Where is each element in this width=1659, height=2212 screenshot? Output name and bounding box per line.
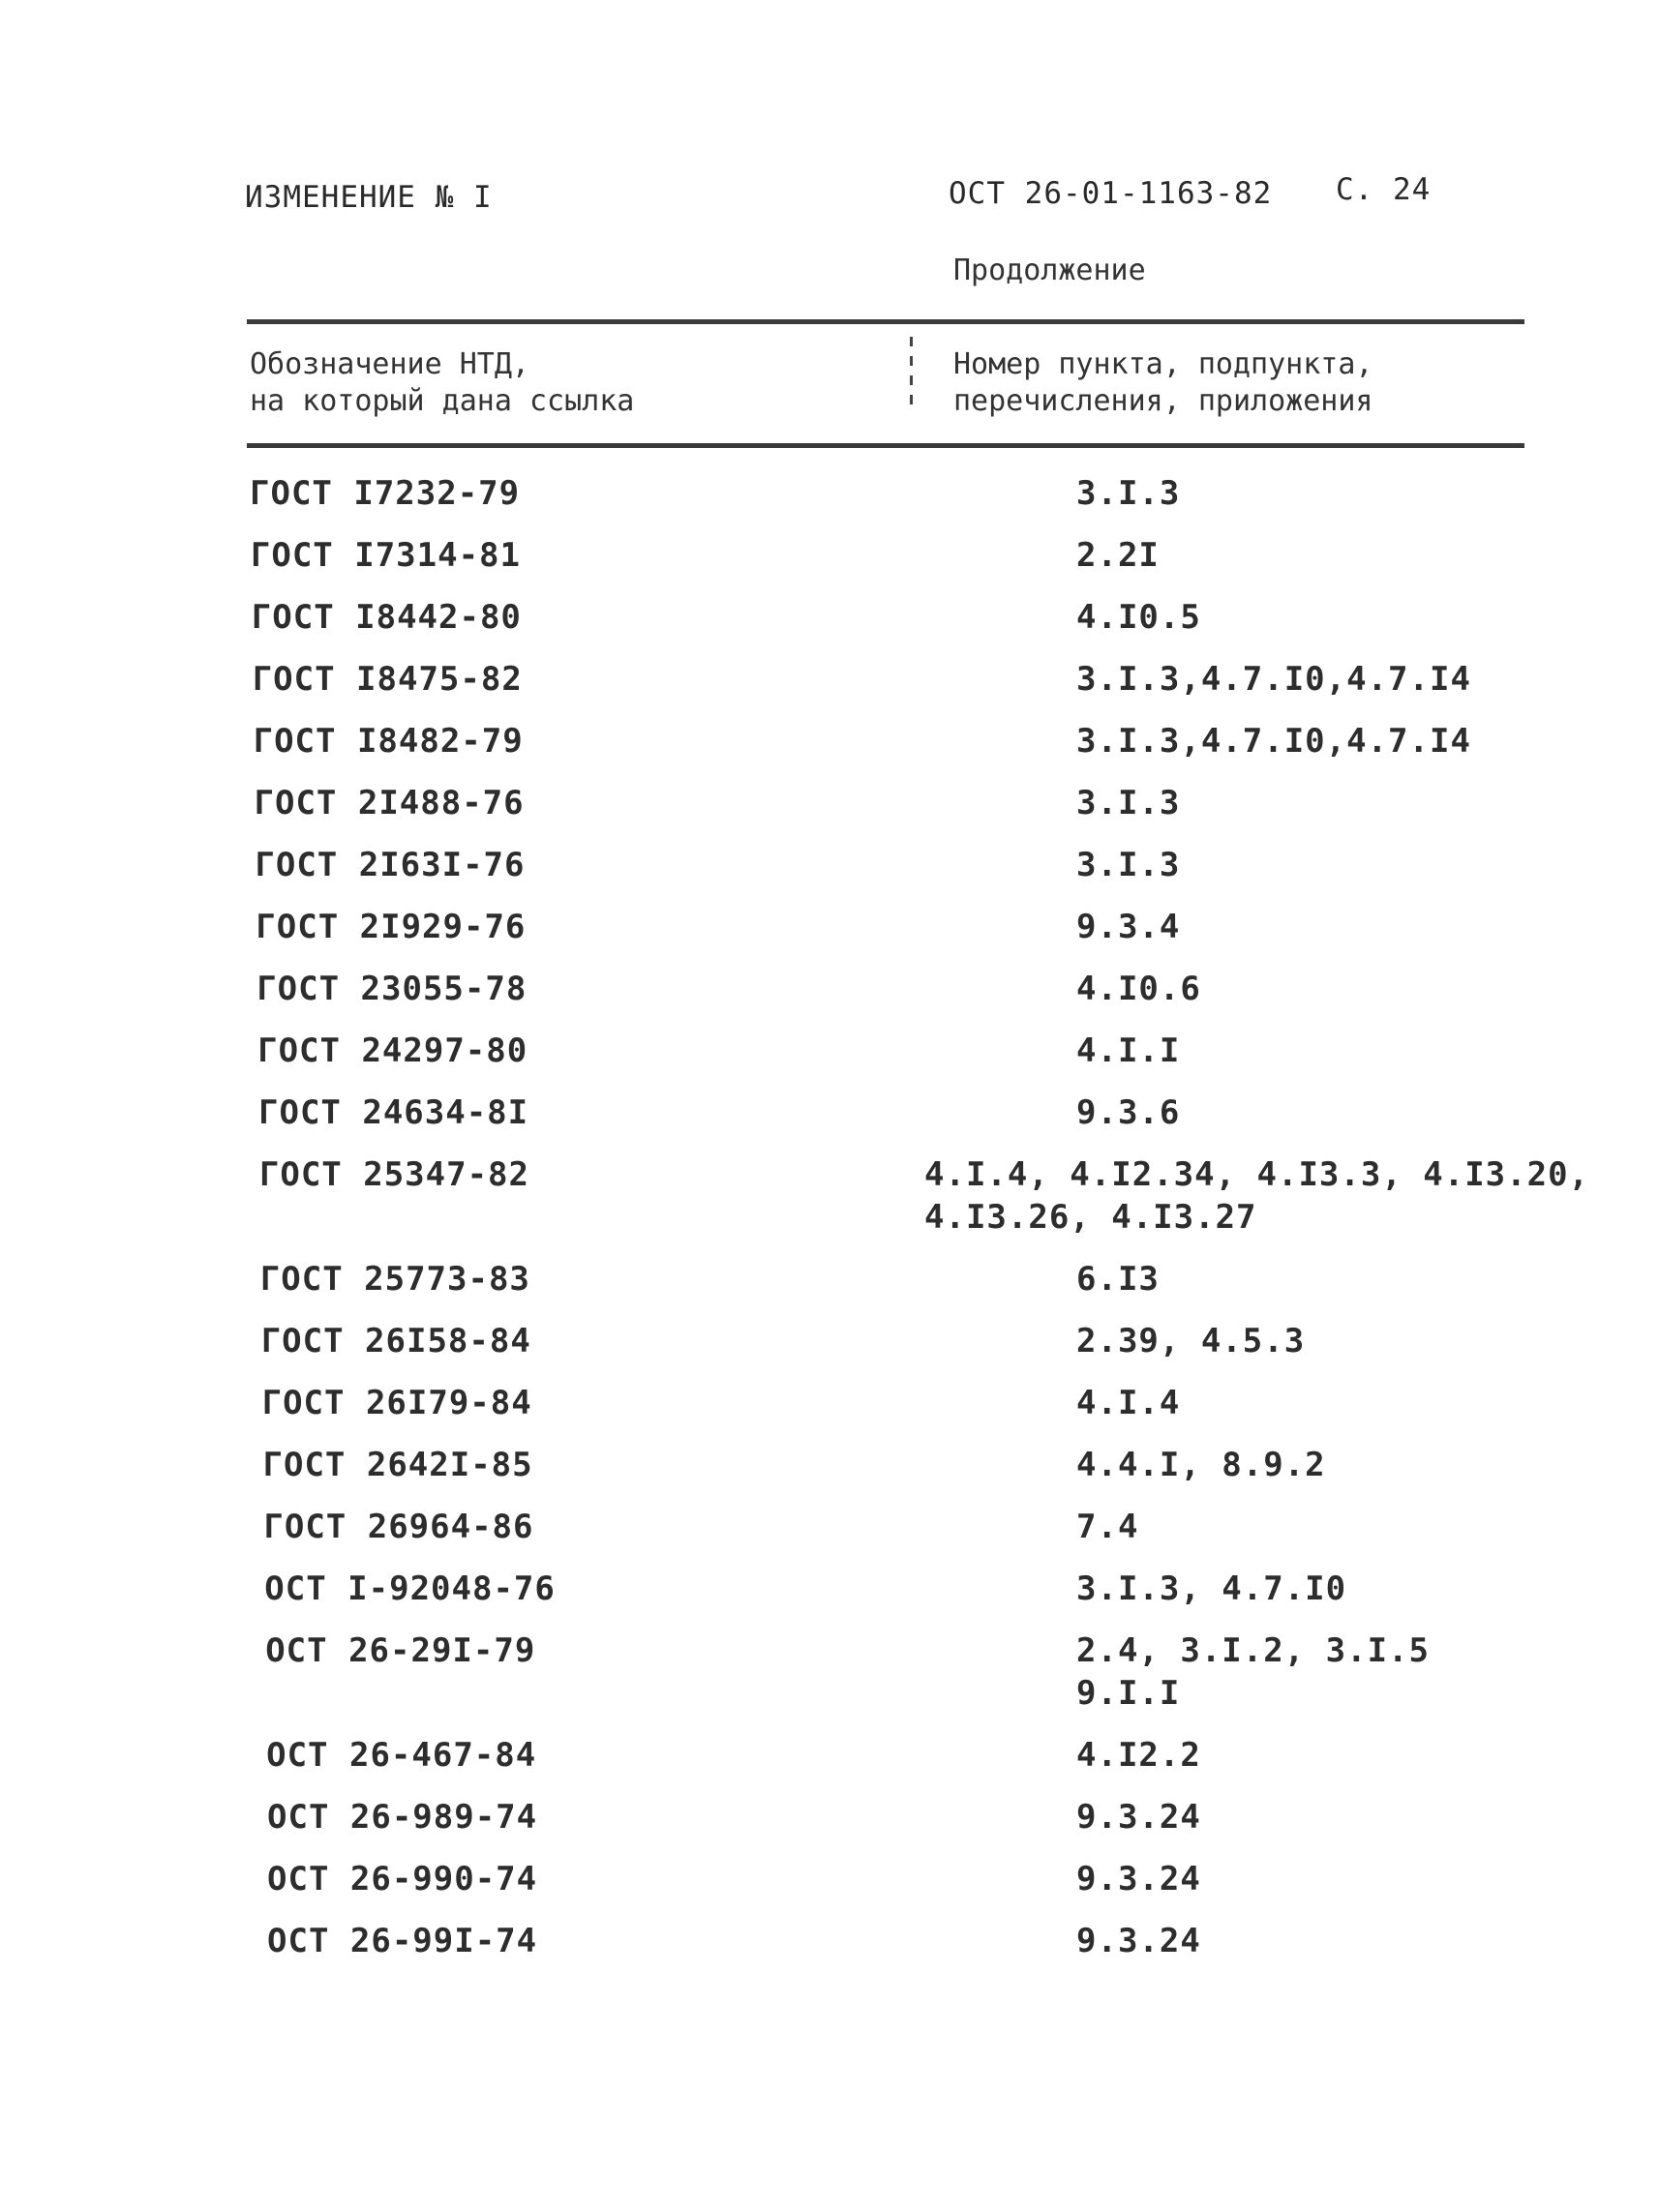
ntd-designation: ГОСТ I8482-79 <box>253 722 524 761</box>
clause-reference: 3.I.3,4.7.I0,4.7.I4 <box>1076 660 1471 699</box>
table-row <box>0 908 1659 970</box>
table-row <box>0 1031 1659 1093</box>
clause-reference: 9.3.6 <box>1076 1093 1181 1132</box>
clause-reference: 9.3.24 <box>1076 1860 1201 1898</box>
table-row <box>0 1093 1659 1155</box>
clause-reference: 4.I.I <box>1076 1031 1181 1070</box>
table-row <box>0 1631 1659 1713</box>
table-row <box>0 1798 1659 1860</box>
table-row <box>0 846 1659 908</box>
continuation-label: Продолжение <box>953 254 1146 287</box>
table-row <box>0 784 1659 846</box>
clause-reference: 3.I.3,4.7.I0,4.7.I4 <box>1076 722 1471 761</box>
table-row <box>0 474 1659 536</box>
table-row <box>0 1736 1659 1798</box>
clause-reference: 9.3.24 <box>1076 1798 1201 1837</box>
ntd-designation: ОСТ I-92048-76 <box>264 1569 556 1608</box>
table-top-rule <box>247 319 1524 324</box>
ntd-designation: ГОСТ 25347-82 <box>258 1155 529 1194</box>
table-row <box>0 1860 1659 1922</box>
column-header-code-line1: Обозначение НТД, <box>250 347 529 381</box>
ntd-designation: ОСТ 26-29I-79 <box>265 1631 536 1670</box>
table-row <box>0 722 1659 784</box>
column-header-code <box>250 346 634 420</box>
ntd-designation: ГОСТ I8442-80 <box>251 598 522 637</box>
clause-reference: 4.I0.6 <box>1076 970 1201 1008</box>
clause-reference: 9.I.I <box>1076 1674 1181 1713</box>
table-row <box>0 536 1659 598</box>
clause-reference: 3.I.3 <box>1076 846 1181 884</box>
table-row <box>0 1508 1659 1569</box>
table-header-rule <box>247 443 1524 448</box>
table-row <box>0 1155 1659 1237</box>
ntd-designation: ГОСТ I8475-82 <box>252 660 523 699</box>
ntd-designation: ГОСТ 24634-8I <box>258 1093 529 1132</box>
table-row <box>0 970 1659 1031</box>
table-row <box>0 1922 1659 1984</box>
ntd-designation: ГОСТ 26964-86 <box>263 1508 534 1546</box>
ntd-designation: ОСТ 26-989-74 <box>267 1798 538 1837</box>
clause-reference: 2.39, 4.5.3 <box>1076 1322 1306 1360</box>
clause-reference: 2.2I <box>1076 536 1160 575</box>
clause-reference: 7.4 <box>1076 1508 1139 1546</box>
ntd-designation: ГОСТ 2I63I-76 <box>255 846 526 884</box>
ntd-designation: ГОСТ 2I488-76 <box>254 784 525 822</box>
ntd-designation: ГОСТ 23055-78 <box>256 970 528 1008</box>
ntd-designation: ГОСТ 26I79-84 <box>261 1384 532 1422</box>
change-notice-title: ИЗМЕНЕНИЕ № I <box>245 180 493 215</box>
column-header-refs-line2: перечисления, приложения <box>953 384 1373 418</box>
table-row <box>0 1260 1659 1322</box>
table-row <box>0 660 1659 722</box>
clause-reference: 9.3.4 <box>1076 908 1181 946</box>
clause-reference: 4.I.4 <box>1076 1384 1181 1422</box>
column-header-code-line2: на который дана ссылка <box>250 384 635 418</box>
ntd-designation: ГОСТ 26I58-84 <box>260 1322 531 1360</box>
table-row <box>0 1569 1659 1631</box>
clause-reference: 3.I.3 <box>1076 784 1181 822</box>
clause-reference: 4.I3.26, 4.I3.27 <box>924 1198 1257 1237</box>
ntd-designation: ОСТ 26-467-84 <box>266 1736 537 1775</box>
clause-reference: 2.4, 3.I.2, 3.I.5 <box>1076 1631 1430 1670</box>
ntd-designation: ОСТ 26-99I-74 <box>267 1922 538 1960</box>
ntd-designation: ГОСТ I7232-79 <box>250 474 521 513</box>
ntd-designation: ГОСТ 2I929-76 <box>256 908 527 946</box>
clause-reference: 4.I2.2 <box>1076 1736 1201 1775</box>
ntd-designation: ГОСТ 2642I-85 <box>262 1446 533 1484</box>
clause-reference: 3.I.3, 4.7.I0 <box>1076 1569 1347 1608</box>
clause-reference: 6.I3 <box>1076 1260 1160 1299</box>
clause-reference: 4.4.I, 8.9.2 <box>1076 1446 1326 1484</box>
column-separator <box>910 337 913 412</box>
table-row <box>0 1446 1659 1508</box>
ntd-designation: ОСТ 26-990-74 <box>267 1860 538 1898</box>
clause-reference: 4.I.4, 4.I2.34, 4.I3.3, 4.I3.20, <box>924 1155 1590 1194</box>
clause-reference: 4.I0.5 <box>1076 598 1201 637</box>
table-row <box>0 598 1659 660</box>
column-header-refs <box>953 346 1372 420</box>
ntd-designation: ГОСТ 24297-80 <box>257 1031 528 1070</box>
clause-reference: 3.I.3 <box>1076 474 1181 513</box>
document-code: ОСТ 26-01-1163-82 <box>949 176 1273 211</box>
ntd-designation: ГОСТ 25773-83 <box>259 1260 530 1299</box>
clause-reference: 9.3.24 <box>1076 1922 1201 1960</box>
table-row <box>0 1322 1659 1384</box>
page-number: С. 24 <box>1336 172 1432 207</box>
ntd-designation: ГОСТ I7314-81 <box>250 536 521 575</box>
column-header-refs-line1: Номер пункта, подпункта, <box>953 347 1373 381</box>
table-row <box>0 1384 1659 1446</box>
